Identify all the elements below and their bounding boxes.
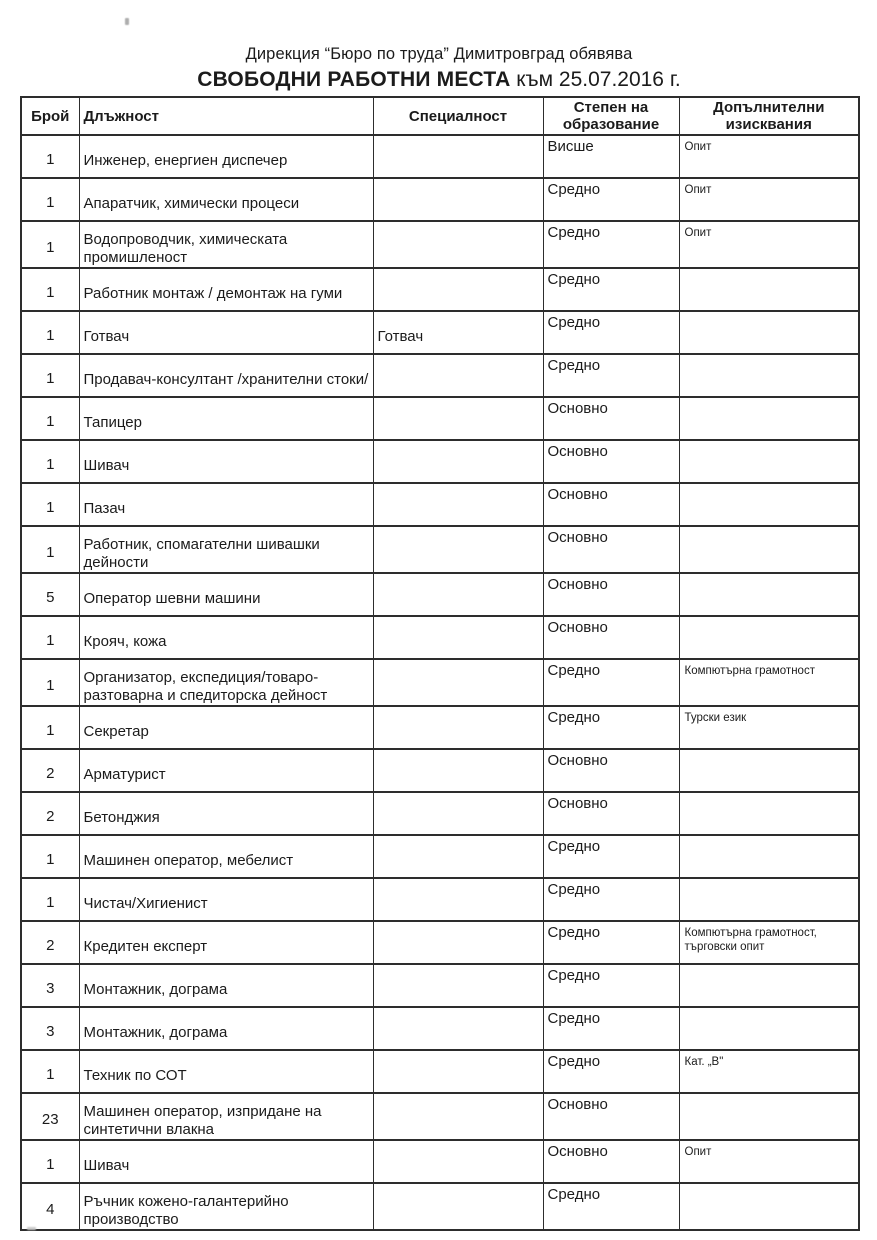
column-header-count: Брой [21, 97, 79, 135]
cell-position: Машинен оператор, изпридане на синтетични влакна [79, 1093, 373, 1140]
cell-requirements [679, 397, 859, 440]
cell-count: 1 [21, 878, 79, 921]
cell-count: 1 [21, 135, 79, 178]
cell-education: Средно [543, 706, 679, 749]
cell-requirements: Турски език [679, 706, 859, 749]
cell-count: 1 [21, 526, 79, 573]
column-header-position: Длъжност [79, 97, 373, 135]
cell-specialty [373, 397, 543, 440]
cell-specialty [373, 706, 543, 749]
cell-specialty [373, 1183, 543, 1230]
cell-requirements [679, 1007, 859, 1050]
cell-position: Монтажник, дограма [79, 964, 373, 1007]
cell-requirements: Компютърна грамотност, търговски опит [679, 921, 859, 964]
cell-count: 4 [21, 1183, 79, 1230]
cell-specialty [373, 483, 543, 526]
cell-requirements: Опит [679, 1140, 859, 1183]
vacancy-row [21, 964, 859, 1007]
column-header-education: Степен на образование [543, 97, 679, 135]
cell-education: Средно [543, 835, 679, 878]
cell-education: Основно [543, 1093, 679, 1140]
cell-education: Средно [543, 1050, 679, 1093]
cell-position: Тапицер [79, 397, 373, 440]
cell-count: 2 [21, 749, 79, 792]
vacancy-row [21, 1050, 859, 1093]
vacancy-row [21, 878, 859, 921]
cell-specialty [373, 1093, 543, 1140]
cell-education: Основно [543, 1140, 679, 1183]
cell-requirements [679, 573, 859, 616]
cell-education: Основно [543, 616, 679, 659]
title-line-1: Дирекция “Бюро по труда” Димитровград обявява [245, 45, 633, 63]
cell-requirements [679, 835, 859, 878]
cell-education: Средно [543, 268, 679, 311]
cell-count: 5 [21, 573, 79, 616]
cell-education: Средно [543, 921, 679, 964]
cell-specialty [373, 526, 543, 573]
cell-count: 1 [21, 221, 79, 268]
vacancy-row [21, 1093, 859, 1140]
cell-position: Продавач-консултант /хранителни стоки/ [79, 354, 373, 397]
cell-count: 1 [21, 311, 79, 354]
cell-count: 3 [21, 964, 79, 1007]
cell-count: 1 [21, 397, 79, 440]
cell-specialty [373, 221, 543, 268]
vacancy-row [21, 749, 859, 792]
cell-specialty [373, 921, 543, 964]
vacancy-row [21, 1140, 859, 1183]
cell-specialty [373, 792, 543, 835]
cell-requirements: Кат. „В" [679, 1050, 859, 1093]
cell-position: Организатор, експедиция/товаро-разтоварна и спедиторска дейност [79, 659, 373, 706]
vacancies-table [20, 96, 860, 1231]
cell-count: 2 [21, 792, 79, 835]
cell-position: Монтажник, дограма [79, 1007, 373, 1050]
cell-position: Работник, спомагателни шивашки дейности [79, 526, 373, 573]
cell-position: Кредитен експерт [79, 921, 373, 964]
cell-specialty [373, 1007, 543, 1050]
cell-requirements [679, 483, 859, 526]
cell-specialty [373, 659, 543, 706]
vacancy-row [21, 178, 859, 221]
cell-education: Средно [543, 659, 679, 706]
cell-position: Чистач/Хигиенист [79, 878, 373, 921]
vacancy-row [21, 483, 859, 526]
document-header [20, 44, 858, 93]
vacancy-row [21, 268, 859, 311]
cell-requirements [679, 1093, 859, 1140]
cell-count: 1 [21, 268, 79, 311]
cell-education: Основно [543, 749, 679, 792]
cell-requirements [679, 311, 859, 354]
cell-count: 1 [21, 354, 79, 397]
cell-count: 1 [21, 440, 79, 483]
vacancy-row [21, 397, 859, 440]
cell-position: Оператор шевни машини [79, 573, 373, 616]
cell-position: Пазач [79, 483, 373, 526]
cell-count: 1 [21, 1050, 79, 1093]
cell-position: Секретар [79, 706, 373, 749]
cell-requirements [679, 616, 859, 659]
cell-education: Основно [543, 526, 679, 573]
title-line-2 [20, 67, 858, 93]
vacancy-row [21, 354, 859, 397]
title-main-text: СВОБОДНИ РАБОТНИ МЕСТА [197, 67, 511, 91]
table-header [21, 97, 859, 135]
cell-count: 3 [21, 1007, 79, 1050]
cell-specialty [373, 354, 543, 397]
vacancy-row [21, 921, 859, 964]
scan-artifact-bottom [27, 1227, 36, 1230]
cell-specialty [373, 835, 543, 878]
vacancy-row [21, 706, 859, 749]
cell-count: 2 [21, 921, 79, 964]
vacancies-table-body [21, 135, 859, 1230]
cell-specialty [373, 1050, 543, 1093]
vacancy-row [21, 573, 859, 616]
cell-requirements: Опит [679, 135, 859, 178]
cell-requirements [679, 964, 859, 1007]
cell-count: 1 [21, 1140, 79, 1183]
cell-position: Техник по СОТ [79, 1050, 373, 1093]
cell-position: Бетонджия [79, 792, 373, 835]
cell-education: Средно [543, 311, 679, 354]
cell-count: 1 [21, 483, 79, 526]
table-header-row [21, 97, 859, 135]
cell-count: 23 [21, 1093, 79, 1140]
vacancy-row [21, 440, 859, 483]
cell-requirements [679, 440, 859, 483]
cell-education: Средно [543, 878, 679, 921]
cell-requirements [679, 792, 859, 835]
cell-education: Средно [543, 354, 679, 397]
cell-requirements [679, 268, 859, 311]
title-date-text: към 25.07.2016 г. [510, 67, 681, 91]
cell-position: Работник монтаж / демонтаж на гуми [79, 268, 373, 311]
vacancy-row [21, 221, 859, 268]
cell-position: Шивач [79, 1140, 373, 1183]
cell-position: Машинен оператор, мебелист [79, 835, 373, 878]
cell-specialty [373, 135, 543, 178]
cell-education: Основно [543, 792, 679, 835]
cell-specialty [373, 1140, 543, 1183]
cell-education: Средно [543, 964, 679, 1007]
vacancy-row [21, 659, 859, 706]
cell-education: Висше [543, 135, 679, 178]
cell-position: Водопроводчик, химическата промишленост [79, 221, 373, 268]
cell-requirements [679, 1183, 859, 1230]
cell-specialty [373, 440, 543, 483]
cell-position: Арматурист [79, 749, 373, 792]
cell-count: 1 [21, 835, 79, 878]
vacancy-row [21, 792, 859, 835]
cell-education: Средно [543, 1007, 679, 1050]
cell-specialty [373, 573, 543, 616]
column-header-specialty: Специалност [373, 97, 543, 135]
cell-requirements: Опит [679, 178, 859, 221]
cell-requirements: Компютърна грамотност [679, 659, 859, 706]
column-header-requirements: Допълнителни изисквания [679, 97, 859, 135]
vacancy-row [21, 526, 859, 573]
cell-position: Крояч, кожа [79, 616, 373, 659]
vacancy-row [21, 835, 859, 878]
cell-education: Средно [543, 221, 679, 268]
cell-education: Средно [543, 178, 679, 221]
cell-count: 1 [21, 659, 79, 706]
cell-specialty [373, 268, 543, 311]
cell-count: 1 [21, 616, 79, 659]
cell-requirements [679, 878, 859, 921]
cell-education: Средно [543, 1183, 679, 1230]
cell-specialty [373, 178, 543, 221]
cell-education: Основно [543, 573, 679, 616]
cell-education: Основно [543, 440, 679, 483]
vacancy-row [21, 1183, 859, 1230]
cell-position: Готвач [79, 311, 373, 354]
scan-artifact-top [125, 18, 129, 25]
vacancy-row [21, 616, 859, 659]
cell-position: Инженер, енергиен диспечер [79, 135, 373, 178]
cell-specialty [373, 616, 543, 659]
cell-specialty [373, 964, 543, 1007]
cell-specialty [373, 749, 543, 792]
cell-requirements: Опит [679, 221, 859, 268]
cell-specialty: Готвач [373, 311, 543, 354]
cell-education: Основно [543, 397, 679, 440]
cell-position: Ръчник кожено-галантерийно производство [79, 1183, 373, 1230]
vacancy-row [21, 311, 859, 354]
cell-specialty [373, 878, 543, 921]
cell-position: Шивач [79, 440, 373, 483]
cell-count: 1 [21, 706, 79, 749]
cell-requirements [679, 749, 859, 792]
cell-position: Апаратчик, химически процеси [79, 178, 373, 221]
vacancy-row [21, 1007, 859, 1050]
cell-count: 1 [21, 178, 79, 221]
cell-requirements [679, 526, 859, 573]
cell-education: Основно [543, 483, 679, 526]
cell-requirements [679, 354, 859, 397]
vacancy-row [21, 135, 859, 178]
